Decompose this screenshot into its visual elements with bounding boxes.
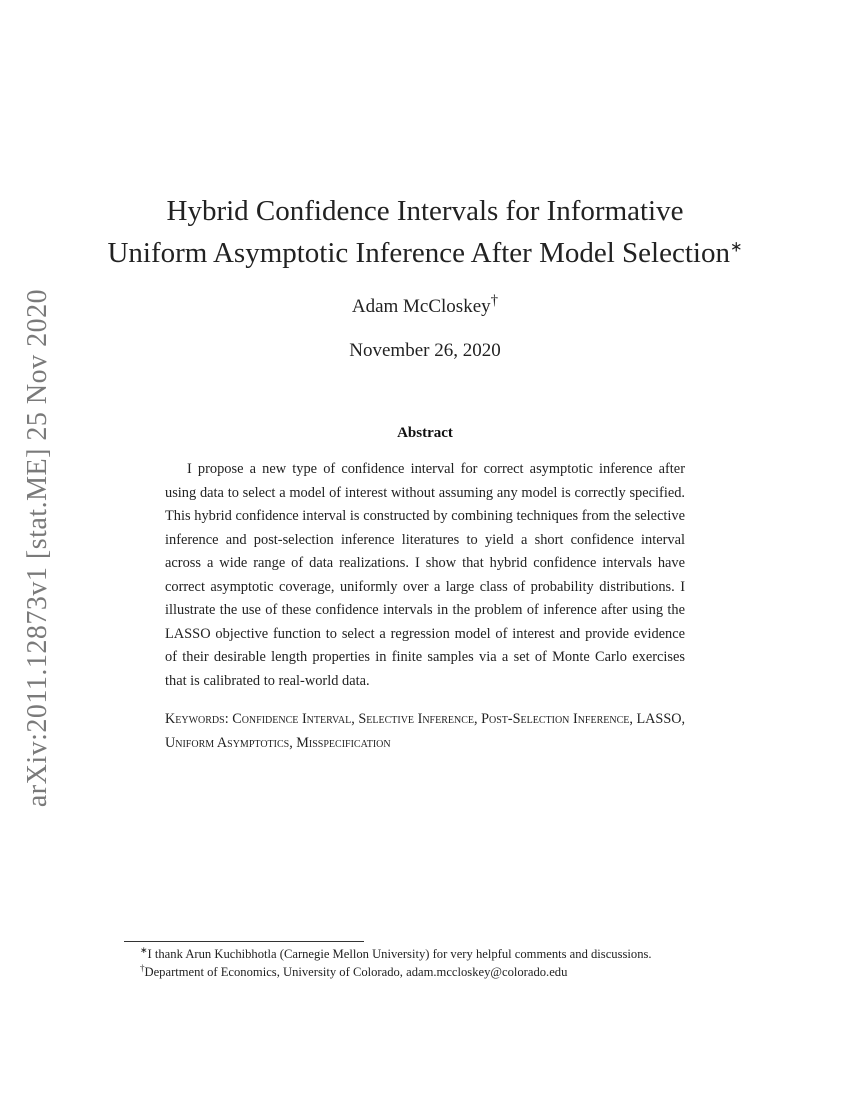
footnote-mark: ∗ — [140, 944, 148, 955]
footnote-text: I thank Arun Kuchibhotla (Carnegie Mellon University) for very helpful comments and discussions. — [147, 947, 652, 961]
abstract-heading: Abstract — [397, 425, 453, 441]
publication-date: November 26, 2020 — [349, 340, 501, 361]
footnote-divider — [124, 941, 364, 942]
author-line — [0, 292, 850, 318]
keywords-label: Keywords: — [165, 711, 229, 727]
footnote-affiliation — [140, 963, 760, 981]
author-footnote-mark: † — [490, 292, 499, 309]
title-footnote-mark: ∗ — [729, 239, 743, 256]
paper-title — [100, 190, 750, 274]
keywords-section — [165, 708, 685, 755]
footnote-text: Department of Economics, University of Colorado, adam.mccloskey@colorado.edu — [144, 965, 568, 979]
abstract-text: I propose a new type of confidence interval for correct asymptotic inference after using data to select a model of interest without assuming any model is correctly specified. This hybrid confidence interval is constructed by combining techniques from the selective inference and post-selection inference literatures to yield a short confidence interval across a wide range of data realizations. I show that hybrid confidence intervals have correct asymptotic coverage, uniformly over a large class of probability distributions. I illustrate the use of these confidence intervals in the problem of inference after using the LASSO objective function to select a regression model of interest and provide evidence of their desirable length properties in finite samples via a set of Monte Carlo exercises that is calibrated to real-world data. — [165, 461, 685, 689]
title-line-2: Uniform Asymptotic Inference After Model Selection — [107, 237, 730, 269]
author-name: Adam McCloskey — [351, 296, 491, 317]
footnotes — [140, 945, 760, 981]
footnote-mark: † — [140, 962, 145, 973]
arxiv-identifier-text: arXiv:2011.12873v1 [stat.ME] 25 Nov 2020 — [22, 288, 53, 808]
keywords-list: Confidence Interval, Selective Inference, Post-Selection Inference, LASSO, Uniform Asymptotics, Misspecification — [165, 711, 685, 751]
title-line-1: Hybrid Confidence Intervals for Informative — [166, 195, 684, 227]
footnote-acknowledgement — [140, 945, 760, 963]
